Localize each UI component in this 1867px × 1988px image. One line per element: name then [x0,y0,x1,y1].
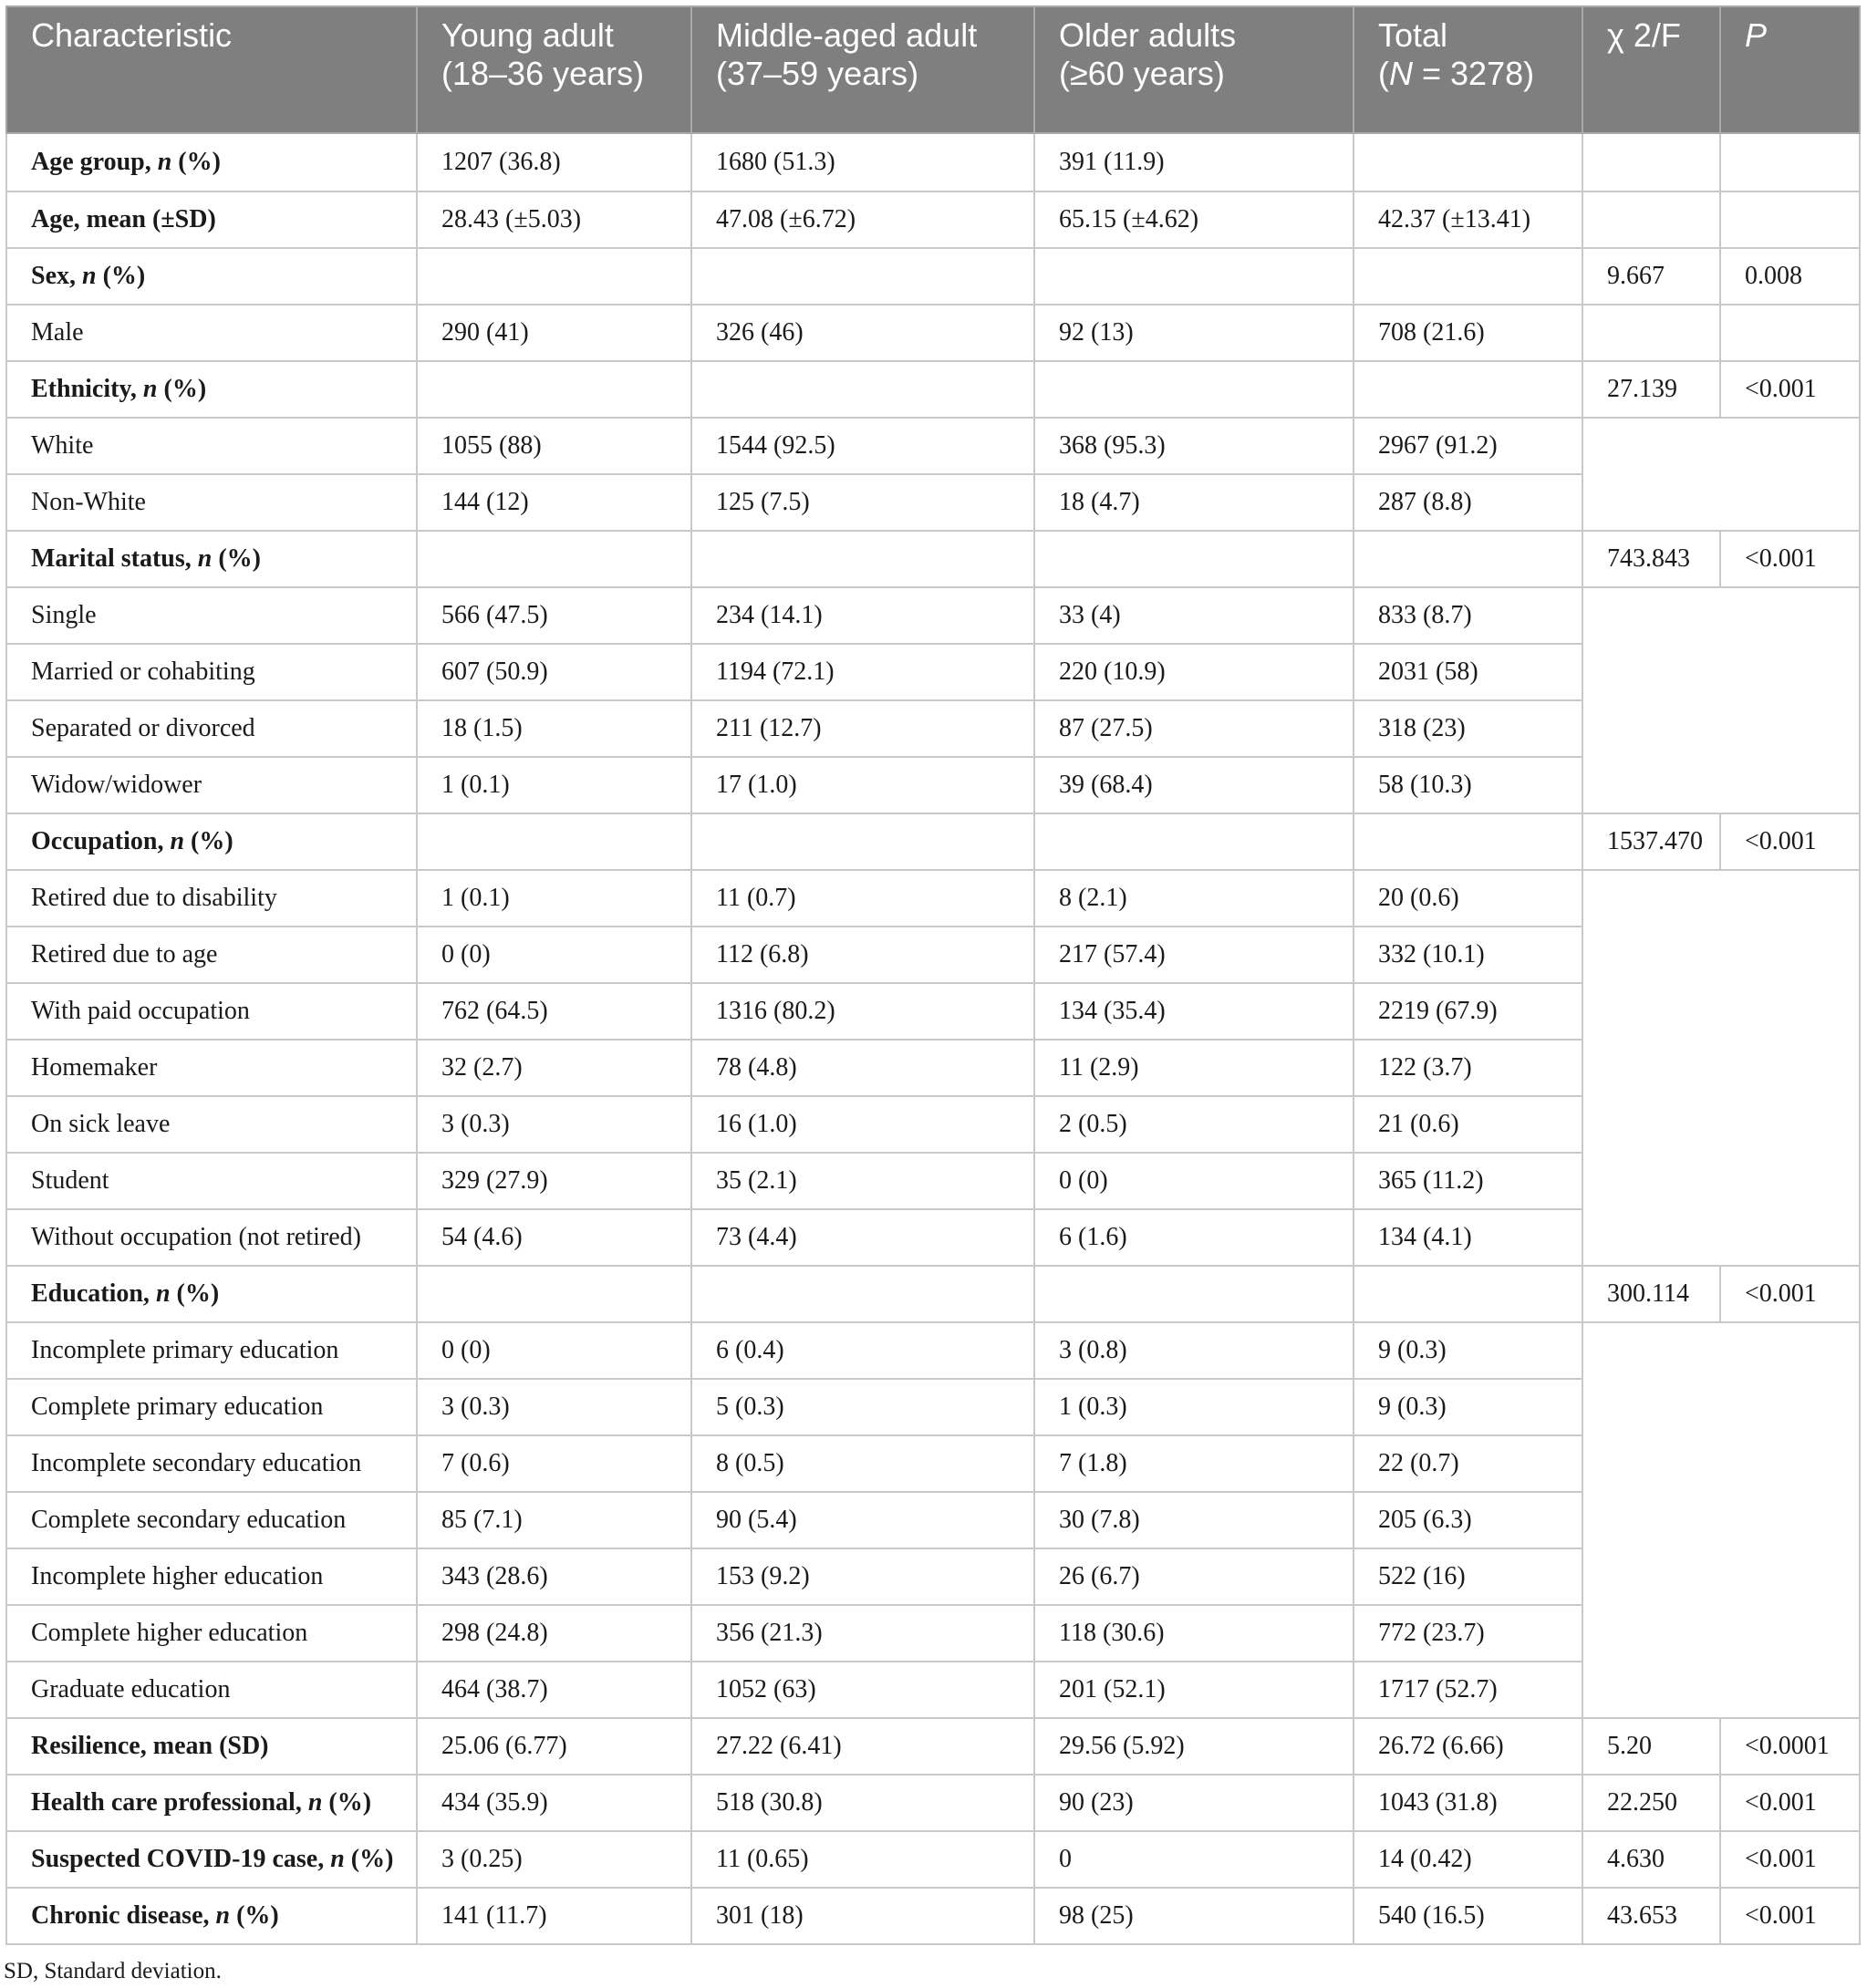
middle-aged-cell: 78 (4.8) [691,1040,1034,1096]
row-label-n: n [82,262,97,290]
older-adults-cell: 391 (11.9) [1034,133,1354,192]
young-adult-cell: 1055 (88) [417,418,691,474]
row-label: Separated or divorced [6,700,417,757]
header-young-adult [417,6,691,133]
middle-aged-cell: 112 (6.8) [691,927,1034,983]
middle-aged-cell: 27.22 (6.41) [691,1718,1034,1775]
row-label-text: Suspected COVID-19 case, [31,1845,331,1873]
middle-aged-cell: 17 (1.0) [691,757,1034,813]
older-adults-cell: 90 (23) [1034,1775,1354,1831]
header-sublabel: (18–36 years) [441,55,645,92]
row-label-text: Occupation, [31,827,171,855]
older-adults-cell: 134 (35.4) [1034,983,1354,1040]
total-cell: 26.72 (6.66) [1354,1718,1582,1775]
p-value-cell: <0.001 [1720,531,1860,587]
young-adult-cell: 1 (0.1) [417,757,691,813]
middle-aged-cell: 73 (4.4) [691,1209,1034,1266]
table-row [6,1435,1860,1492]
table-row [6,644,1860,700]
row-label: Incomplete secondary education [6,1435,417,1492]
row-label-n: n [157,148,172,176]
total-cell: 287 (8.8) [1354,474,1582,531]
young-adult-cell: 566 (47.5) [417,587,691,644]
merged-stat-cell [1582,1322,1860,1718]
header-sublabel-post: = 3278) [1413,55,1535,92]
young-adult-cell: 25.06 (6.77) [417,1718,691,1775]
middle-aged-cell: 11 (0.65) [691,1831,1034,1888]
middle-aged-cell: 356 (21.3) [691,1605,1034,1662]
table-row [6,813,1860,870]
older-adults-cell: 26 (6.7) [1034,1548,1354,1605]
middle-aged-cell: 153 (9.2) [691,1548,1034,1605]
middle-aged-cell: 8 (0.5) [691,1435,1034,1492]
row-label-unit: (%) [184,827,233,855]
middle-aged-cell [691,813,1034,870]
header-older-adults [1034,6,1354,133]
older-adults-cell [1034,813,1354,870]
header-sublabel [1378,55,1558,93]
older-adults-cell: 368 (95.3) [1034,418,1354,474]
row-label: Incomplete higher education [6,1548,417,1605]
demographics-table [5,5,1861,1945]
row-label-unit: (%) [96,262,146,290]
middle-aged-cell: 1052 (63) [691,1662,1034,1718]
middle-aged-cell: 5 (0.3) [691,1379,1034,1435]
table-row [6,192,1860,248]
table-row [6,531,1860,587]
table-row [6,587,1860,644]
young-adult-cell: 54 (4.6) [417,1209,691,1266]
header-sublabel: (≥60 years) [1059,55,1225,92]
merged-stat-cell [1582,418,1860,531]
row-label: Student [6,1153,417,1209]
table-row [6,1040,1860,1096]
row-label: Complete primary education [6,1379,417,1435]
stat-cell: 27.139 [1582,361,1720,418]
total-cell: 2967 (91.2) [1354,418,1582,474]
row-label: Resilience, mean (SD) [6,1718,417,1775]
row-label-unit: (%) [170,1279,220,1308]
older-adults-cell: 201 (52.1) [1034,1662,1354,1718]
older-adults-cell: 6 (1.6) [1034,1209,1354,1266]
total-cell: 318 (23) [1354,700,1582,757]
table-row [6,361,1860,418]
older-adults-cell: 217 (57.4) [1034,927,1354,983]
stat-cell: 5.20 [1582,1718,1720,1775]
total-cell: 2031 (58) [1354,644,1582,700]
young-adult-cell: 28.43 (±5.03) [417,192,691,248]
table-footnote: SD, Standard deviation. [4,1959,222,1983]
header-p-value [1720,6,1860,133]
table-row [6,983,1860,1040]
total-cell: 20 (0.6) [1354,870,1582,927]
p-value-cell: <0.001 [1720,361,1860,418]
total-cell: 58 (10.3) [1354,757,1582,813]
table-row [6,757,1860,813]
p-value-cell: <0.0001 [1720,1718,1860,1775]
merged-stat-cell [1582,587,1860,813]
total-cell [1354,813,1582,870]
row-label: Married or cohabiting [6,644,417,700]
stat-cell [1582,192,1720,248]
table-row [6,248,1860,305]
row-label: On sick leave [6,1096,417,1153]
row-label-n: n [215,1901,231,1930]
older-adults-cell: 118 (30.6) [1034,1605,1354,1662]
older-adults-cell: 3 (0.8) [1034,1322,1354,1379]
total-cell: 1717 (52.7) [1354,1662,1582,1718]
row-label: Graduate education [6,1662,417,1718]
row-label-n: n [155,1279,171,1308]
stat-cell: 9.667 [1582,248,1720,305]
row-label-unit: (%) [212,544,261,573]
older-adults-cell [1034,361,1354,418]
older-adults-cell: 18 (4.7) [1034,474,1354,531]
row-label: Retired due to age [6,927,417,983]
older-adults-cell: 0 [1034,1831,1354,1888]
header-characteristic [6,6,417,133]
middle-aged-cell [691,248,1034,305]
young-adult-cell: 18 (1.5) [417,700,691,757]
row-label: Widow/widower [6,757,417,813]
row-label-unit: (%) [171,148,221,176]
total-cell: 22 (0.7) [1354,1435,1582,1492]
row-label: White [6,418,417,474]
merged-stat-cell [1582,870,1860,1266]
row-label-text: Health care professional, [31,1788,308,1817]
table-row [6,1153,1860,1209]
table-row [6,870,1860,927]
young-adult-cell: 464 (38.7) [417,1662,691,1718]
young-adult-cell [417,361,691,418]
total-cell: 365 (11.2) [1354,1153,1582,1209]
total-cell [1354,248,1582,305]
row-label [6,813,417,870]
middle-aged-cell: 326 (46) [691,305,1034,361]
stat-cell: 22.250 [1582,1775,1720,1831]
older-adults-cell: 87 (27.5) [1034,700,1354,757]
p-value-cell [1720,305,1860,361]
row-label-text: Marital status, [31,544,198,573]
middle-aged-cell [691,531,1034,587]
total-cell [1354,133,1582,192]
table-row [6,305,1860,361]
table-row [6,927,1860,983]
header-label: Older adults [1059,16,1237,54]
older-adults-cell: 220 (10.9) [1034,644,1354,700]
row-label-n: n [170,827,185,855]
total-cell: 540 (16.5) [1354,1888,1582,1944]
row-label-text: Sex, [31,262,82,290]
header-label: Middle-aged adult [716,16,978,54]
table-row [6,1775,1860,1831]
middle-aged-cell: 301 (18) [691,1888,1034,1944]
total-cell: 332 (10.1) [1354,927,1582,983]
middle-aged-cell: 6 (0.4) [691,1322,1034,1379]
table-row [6,1096,1860,1153]
older-adults-cell: 92 (13) [1034,305,1354,361]
row-label: With paid occupation [6,983,417,1040]
table-row [6,1548,1860,1605]
older-adults-cell: 33 (4) [1034,587,1354,644]
header-middle-aged-adult [691,6,1034,133]
row-label: Without occupation (not retired) [6,1209,417,1266]
young-adult-cell: 3 (0.3) [417,1379,691,1435]
table-row [6,1322,1860,1379]
young-adult-cell [417,1266,691,1322]
stat-cell: 43.653 [1582,1888,1720,1944]
total-cell: 833 (8.7) [1354,587,1582,644]
row-label-unit: (%) [230,1901,279,1930]
stat-cell [1582,133,1720,192]
row-label-n: n [330,1845,345,1873]
young-adult-cell: 762 (64.5) [417,983,691,1040]
middle-aged-cell: 234 (14.1) [691,587,1034,644]
row-label: Male [6,305,417,361]
total-cell: 9 (0.3) [1354,1322,1582,1379]
row-label-text: Age group, [31,148,158,176]
older-adults-cell: 8 (2.1) [1034,870,1354,927]
row-label-n: n [142,375,158,403]
stat-cell: 1537.470 [1582,813,1720,870]
total-cell: 708 (21.6) [1354,305,1582,361]
row-label: Retired due to disability [6,870,417,927]
total-cell: 205 (6.3) [1354,1492,1582,1548]
table-row [6,1718,1860,1775]
older-adults-cell: 65.15 (±4.62) [1034,192,1354,248]
young-adult-cell: 7 (0.6) [417,1435,691,1492]
young-adult-cell: 329 (27.9) [417,1153,691,1209]
total-cell: 522 (16) [1354,1548,1582,1605]
row-label: Homemaker [6,1040,417,1096]
young-adult-cell [417,531,691,587]
row-label: Age, mean (±SD) [6,192,417,248]
older-adults-cell: 7 (1.8) [1034,1435,1354,1492]
row-label-unit: (%) [322,1788,372,1817]
total-cell: 9 (0.3) [1354,1379,1582,1435]
header-sublabel-pre: ( [1378,55,1389,92]
header-label: Characteristic [31,16,233,54]
header-sublabel: (37–59 years) [716,55,919,92]
young-adult-cell: 1 (0.1) [417,870,691,927]
older-adults-cell: 39 (68.4) [1034,757,1354,813]
row-label [6,1888,417,1944]
young-adult-cell: 141 (11.7) [417,1888,691,1944]
middle-aged-cell: 1680 (51.3) [691,133,1034,192]
header-label: χ 2/F [1607,16,1681,54]
row-label [6,531,417,587]
total-cell [1354,361,1582,418]
header-sublabel-n: N [1389,55,1413,92]
older-adults-cell: 11 (2.9) [1034,1040,1354,1096]
total-cell: 772 (23.7) [1354,1605,1582,1662]
young-adult-cell: 0 (0) [417,1322,691,1379]
middle-aged-cell: 518 (30.8) [691,1775,1034,1831]
p-value-cell [1720,192,1860,248]
row-label [6,1775,417,1831]
p-value-cell: <0.001 [1720,1775,1860,1831]
table-row [6,1888,1860,1944]
middle-aged-cell [691,1266,1034,1322]
middle-aged-cell: 1316 (80.2) [691,983,1034,1040]
row-label-unit: (%) [157,375,207,403]
row-label-unit: (%) [344,1845,394,1873]
middle-aged-cell: 11 (0.7) [691,870,1034,927]
young-adult-cell: 0 (0) [417,927,691,983]
p-value-cell [1720,133,1860,192]
middle-aged-cell: 1194 (72.1) [691,644,1034,700]
young-adult-cell: 32 (2.7) [417,1040,691,1096]
header-row [6,6,1860,133]
row-label [6,1266,417,1322]
table-row [6,700,1860,757]
older-adults-cell: 30 (7.8) [1034,1492,1354,1548]
middle-aged-cell: 35 (2.1) [691,1153,1034,1209]
young-adult-cell [417,248,691,305]
older-adults-cell: 2 (0.5) [1034,1096,1354,1153]
older-adults-cell [1034,531,1354,587]
p-value-cell: <0.001 [1720,1266,1860,1322]
total-cell: 122 (3.7) [1354,1040,1582,1096]
header-chi-square-f [1582,6,1720,133]
table-row [6,1605,1860,1662]
row-label [6,133,417,192]
table-row [6,1662,1860,1718]
older-adults-cell: 1 (0.3) [1034,1379,1354,1435]
total-cell [1354,531,1582,587]
young-adult-cell: 1207 (36.8) [417,133,691,192]
table-row [6,1831,1860,1888]
young-adult-cell: 434 (35.9) [417,1775,691,1831]
table-row [6,1379,1860,1435]
header-label: Total [1378,16,1448,54]
row-label: Single [6,587,417,644]
older-adults-cell: 98 (25) [1034,1888,1354,1944]
row-label: Complete higher education [6,1605,417,1662]
middle-aged-cell: 1544 (92.5) [691,418,1034,474]
total-cell: 21 (0.6) [1354,1096,1582,1153]
p-value-cell: <0.001 [1720,1831,1860,1888]
row-label-text: Chronic disease, [31,1901,216,1930]
p-value-cell: 0.008 [1720,248,1860,305]
young-adult-cell: 290 (41) [417,305,691,361]
table-row [6,1266,1860,1322]
row-label: Non-White [6,474,417,531]
young-adult-cell: 85 (7.1) [417,1492,691,1548]
total-cell: 2219 (67.9) [1354,983,1582,1040]
header-total [1354,6,1582,133]
middle-aged-cell [691,361,1034,418]
older-adults-cell [1034,248,1354,305]
row-label [6,1831,417,1888]
middle-aged-cell: 47.08 (±6.72) [691,192,1034,248]
row-label-text: Ethnicity, [31,375,143,403]
table-body [6,133,1860,1944]
middle-aged-cell: 211 (12.7) [691,700,1034,757]
middle-aged-cell: 125 (7.5) [691,474,1034,531]
stat-cell [1582,305,1720,361]
stat-cell: 743.843 [1582,531,1720,587]
total-cell [1354,1266,1582,1322]
stat-cell: 300.114 [1582,1266,1720,1322]
stat-cell: 4.630 [1582,1831,1720,1888]
table-row [6,1209,1860,1266]
older-adults-cell [1034,1266,1354,1322]
older-adults-cell: 0 (0) [1034,1153,1354,1209]
middle-aged-cell: 90 (5.4) [691,1492,1034,1548]
row-label [6,248,417,305]
total-cell: 14 (0.42) [1354,1831,1582,1888]
young-adult-cell: 144 (12) [417,474,691,531]
table-row [6,474,1860,531]
young-adult-cell: 343 (28.6) [417,1548,691,1605]
young-adult-cell: 3 (0.25) [417,1831,691,1888]
row-label-text: Education, [31,1279,156,1308]
table-row [6,133,1860,192]
row-label-n: n [197,544,213,573]
table-row [6,1492,1860,1548]
middle-aged-cell: 16 (1.0) [691,1096,1034,1153]
row-label: Complete secondary education [6,1492,417,1548]
young-adult-cell: 3 (0.3) [417,1096,691,1153]
older-adults-cell: 29.56 (5.92) [1034,1718,1354,1775]
p-value-cell: <0.001 [1720,1888,1860,1944]
total-cell: 134 (4.1) [1354,1209,1582,1266]
header-label: Young adult [441,16,614,54]
row-label-n: n [307,1788,323,1817]
row-label: Incomplete primary education [6,1322,417,1379]
total-cell: 1043 (31.8) [1354,1775,1582,1831]
row-label [6,361,417,418]
p-value-cell: <0.001 [1720,813,1860,870]
young-adult-cell: 298 (24.8) [417,1605,691,1662]
table-row [6,418,1860,474]
total-cell: 42.37 (±13.41) [1354,192,1582,248]
header-label: P [1745,16,1768,54]
young-adult-cell [417,813,691,870]
young-adult-cell: 607 (50.9) [417,644,691,700]
